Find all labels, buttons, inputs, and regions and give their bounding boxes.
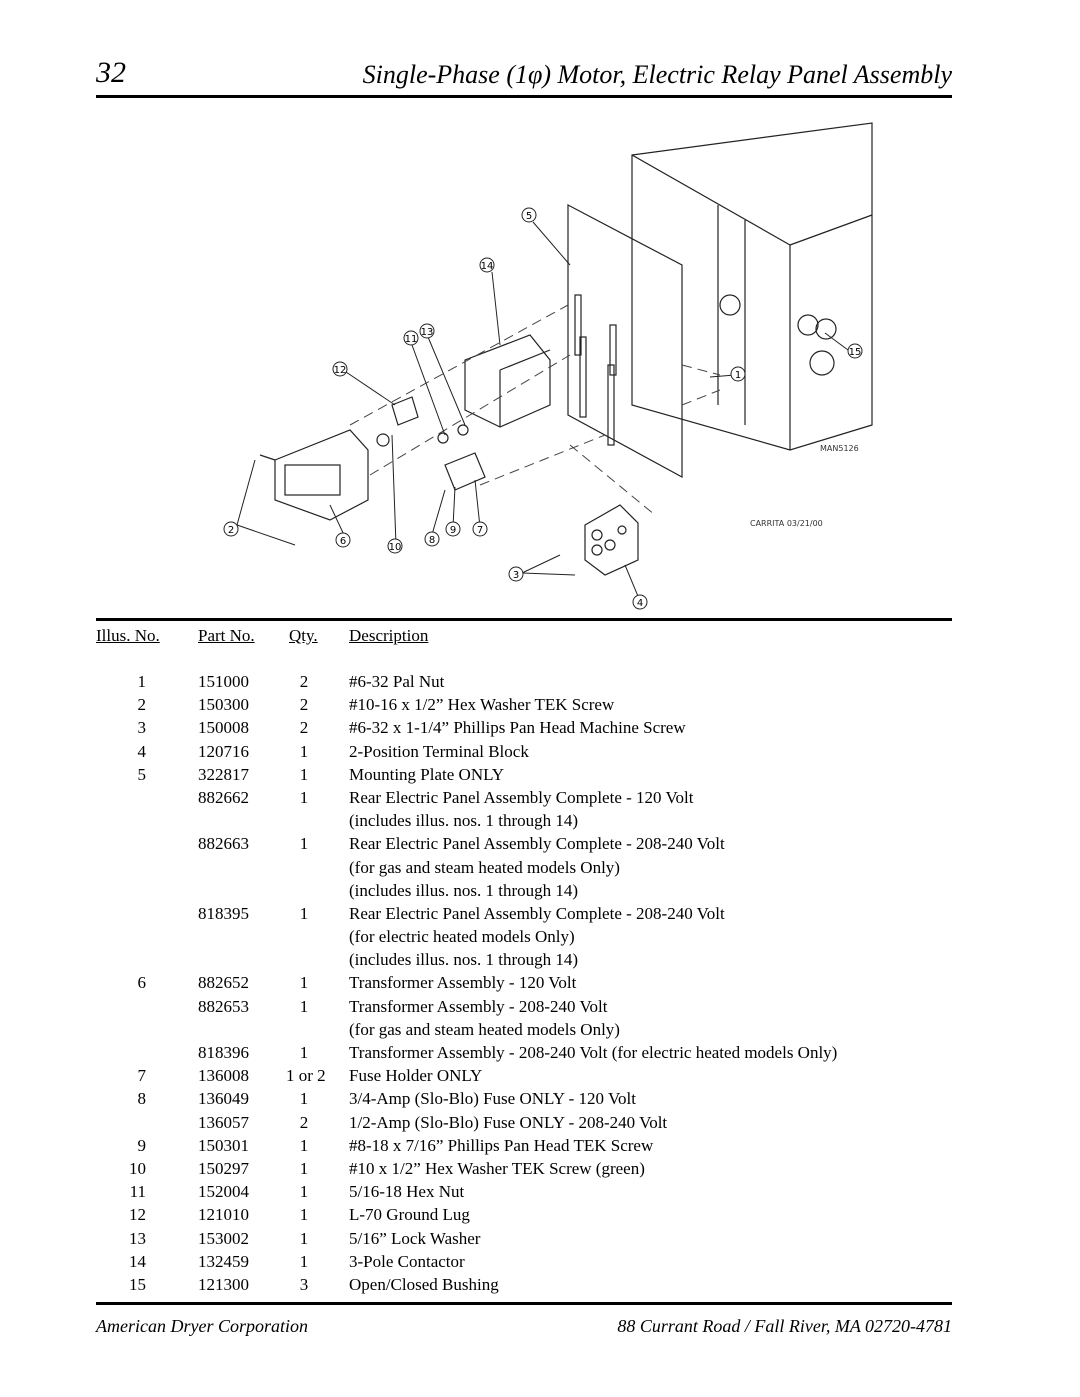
- ground-lug-part: [392, 397, 418, 425]
- cell-description: 3-Pole Contactor: [349, 1251, 465, 1271]
- cell-illus-no: 7: [137, 1066, 146, 1086]
- page-number: 32: [96, 56, 126, 89]
- table-row: [96, 973, 952, 996]
- cell-description: (includes illus. nos. 1 through 14): [349, 880, 579, 900]
- cell-illus-no: 15: [129, 1274, 146, 1294]
- callout-11-label: 11: [404, 334, 418, 345]
- cell-description: 5/16-18 Hex Nut: [349, 1182, 465, 1202]
- cell-illus-no: 2: [137, 695, 146, 715]
- table-row: [96, 1066, 952, 1089]
- enclosure-knockout-1: [720, 295, 740, 315]
- cell-illus-no: 5: [137, 764, 146, 784]
- callout-8-label: 8: [428, 535, 436, 546]
- cell-qty: 2: [299, 695, 309, 715]
- cell-description: (includes illus. nos. 1 through 14): [349, 811, 579, 831]
- header-rule: [96, 95, 952, 98]
- table-row: [96, 927, 952, 950]
- header-part-no: Part No.: [198, 626, 255, 645]
- cell-part-no: 152004: [198, 1182, 249, 1202]
- cell-qty: 1: [299, 1158, 309, 1178]
- callout-13: [420, 324, 434, 338]
- cell-description: Mounting Plate ONLY: [349, 764, 505, 784]
- cell-part-no: 121010: [198, 1205, 249, 1225]
- cell-description: #8-18 x 7/16” Phillips Pan Head TEK Screw: [349, 1135, 654, 1155]
- callout-7-label: 7: [476, 525, 484, 536]
- cell-description: 1/2-Amp (Slo-Blo) Fuse ONLY - 208-240 Volt: [349, 1112, 668, 1132]
- table-row: [96, 1205, 952, 1228]
- cell-description: Open/Closed Bushing: [349, 1274, 499, 1294]
- table-row: [96, 1136, 952, 1159]
- table-row: [96, 904, 952, 927]
- enclosure-knockout-2: [798, 315, 818, 335]
- cell-part-no: 151000: [198, 672, 249, 691]
- callout-6-label: 6: [339, 536, 347, 547]
- cell-part-no: 882653: [198, 996, 249, 1016]
- callout-7: [473, 522, 487, 536]
- cell-qty: 2: [299, 718, 309, 738]
- cell-description: Fuse Holder ONLY: [349, 1066, 483, 1086]
- callout-13-label: 13: [420, 327, 434, 338]
- callout-4: [633, 595, 647, 609]
- cell-part-no: 150297: [198, 1158, 249, 1178]
- bushing-part: [816, 319, 836, 339]
- table-row: [96, 788, 952, 811]
- cell-description: Rear Electric Panel Assembly Complete - 120 Volt: [349, 787, 694, 807]
- callout-2: [224, 522, 238, 536]
- callout-4-label: 4: [636, 598, 644, 609]
- cell-qty: 3: [299, 1274, 309, 1294]
- cell-qty: 1: [299, 1089, 309, 1109]
- table-row: [96, 672, 952, 695]
- contactor-part: [465, 335, 550, 427]
- cell-description: (for electric heated models Only): [349, 927, 575, 947]
- cell-description: (includes illus. nos. 1 through 14): [349, 950, 579, 970]
- table-row: [96, 1089, 952, 1112]
- cell-part-no: 882662: [198, 787, 249, 807]
- cell-part-no: 322817: [198, 764, 249, 784]
- drawing-code: MAN5126: [820, 444, 859, 453]
- cell-part-no: 121300: [198, 1274, 249, 1294]
- table-row: [96, 1275, 952, 1298]
- table-row: [96, 718, 952, 741]
- cell-part-no: 150301: [198, 1135, 249, 1155]
- cell-illus-no: 1: [137, 672, 146, 691]
- cell-part-no: 136049: [198, 1089, 249, 1109]
- page-header: [96, 56, 952, 96]
- table-row: [96, 1252, 952, 1275]
- callout-5-label: 5: [525, 211, 533, 222]
- cell-part-no: 136008: [198, 1066, 249, 1086]
- callout-14-label: 14: [480, 261, 494, 272]
- callout-3-label: 3: [512, 570, 520, 581]
- callout-5: [522, 208, 536, 222]
- table-row: [96, 811, 952, 834]
- cell-description: Transformer Assembly - 208-240 Volt (for electric heated models Only): [349, 1043, 838, 1062]
- cell-description: Rear Electric Panel Assembly Complete - 208-240 Volt: [349, 903, 725, 923]
- lock-washer-part: [458, 425, 468, 435]
- callout-14: [480, 258, 494, 272]
- cell-qty: 1: [299, 1228, 309, 1248]
- callout-9: [446, 522, 460, 536]
- callout-9-label: 9: [449, 525, 457, 536]
- drafter-stamp: CARRITA 03/21/00: [750, 519, 823, 528]
- callout-3: [509, 567, 523, 581]
- cell-description: Transformer Assembly - 208-240 Volt: [349, 996, 608, 1016]
- mounting-plate: [568, 205, 682, 477]
- cell-illus-no: 9: [137, 1135, 146, 1155]
- cell-description: 3/4-Amp (Slo-Blo) Fuse ONLY - 120 Volt: [349, 1089, 636, 1109]
- cell-qty: 1: [299, 834, 309, 854]
- parts-table-header: [96, 626, 952, 650]
- callout-10: [388, 539, 402, 553]
- cell-description: Transformer Assembly - 120 Volt: [349, 973, 577, 993]
- header-qty: Qty.: [289, 626, 318, 645]
- cell-part-no: 150008: [198, 718, 249, 738]
- cell-part-no: 818396: [198, 1043, 249, 1062]
- cell-part-no: 153002: [198, 1228, 249, 1248]
- transformer-part: [275, 430, 368, 520]
- table-row: [96, 1229, 952, 1252]
- cell-description: (for gas and steam heated models Only): [349, 1019, 620, 1039]
- table-row: [96, 950, 952, 973]
- cell-qty: 1: [299, 741, 309, 761]
- table-row: [96, 834, 952, 857]
- header-illus-no: Illus. No.: [96, 626, 160, 645]
- callout-12-label: 12: [333, 365, 347, 376]
- cell-illus-no: 12: [129, 1205, 146, 1225]
- cell-description: #10-16 x 1/2” Hex Washer TEK Screw: [349, 695, 615, 715]
- table-row: [96, 1159, 952, 1182]
- cell-qty: 1: [299, 973, 309, 993]
- hex-nut-part: [438, 433, 448, 443]
- cell-part-no: 132459: [198, 1251, 249, 1271]
- cell-description: Rear Electric Panel Assembly Complete - 208-240 Volt: [349, 834, 725, 854]
- cell-part-no: 136057: [198, 1112, 249, 1132]
- table-rule: [96, 618, 952, 621]
- cell-illus-no: 11: [129, 1182, 146, 1202]
- table-row: [96, 1113, 952, 1136]
- cell-qty: 1: [299, 996, 309, 1016]
- cell-illus-no: 8: [137, 1089, 146, 1109]
- table-row: [96, 1043, 952, 1066]
- cell-part-no: 818395: [198, 903, 249, 923]
- cell-qty: 1: [299, 1205, 309, 1225]
- cell-qty: 1: [299, 1251, 309, 1271]
- cell-description: 2-Position Terminal Block: [349, 741, 529, 761]
- cell-illus-no: 3: [137, 718, 146, 738]
- cell-part-no: 882652: [198, 973, 249, 993]
- enclosure-box: [632, 123, 872, 450]
- callout-1: [731, 367, 745, 381]
- cell-part-no: 882663: [198, 834, 249, 854]
- parts-table-body: [96, 672, 952, 1298]
- callout-2-label: 2: [227, 525, 235, 536]
- cell-description: #6-32 Pal Nut: [349, 672, 445, 691]
- cell-description: #10 x 1/2” Hex Washer TEK Screw (green): [349, 1158, 645, 1178]
- header-description: Description: [349, 626, 429, 645]
- callout-6: [336, 533, 350, 547]
- cell-qty: 1 or 2: [286, 1066, 326, 1086]
- table-row: [96, 742, 952, 765]
- callout-15-label: 15: [848, 347, 862, 358]
- callout-10-label: 10: [388, 542, 402, 553]
- footer-address: 88 Currant Road / Fall River, MA 02720-4781: [617, 1316, 952, 1336]
- cell-description: (for gas and steam heated models Only): [349, 857, 620, 877]
- table-row: [96, 997, 952, 1020]
- cell-description: #6-32 x 1-1/4” Phillips Pan Head Machine Screw: [349, 718, 686, 738]
- parts-table: [96, 626, 952, 1294]
- cell-qty: 2: [299, 1112, 309, 1132]
- callout-15: [848, 344, 862, 358]
- cell-illus-no: 6: [137, 973, 146, 993]
- callout-8: [425, 532, 439, 546]
- footer-company: American Dryer Corporation: [96, 1316, 308, 1336]
- table-row: [96, 858, 952, 881]
- cell-qty: 1: [299, 1135, 309, 1155]
- cell-description: 5/16” Lock Washer: [349, 1228, 481, 1248]
- cell-qty: 1: [299, 1182, 309, 1202]
- enclosure-knockout-3: [810, 351, 834, 375]
- cell-part-no: 120716: [198, 741, 249, 761]
- callout-11: [404, 331, 418, 345]
- cell-illus-no: 10: [129, 1158, 146, 1178]
- table-row: [96, 881, 952, 904]
- cell-qty: 1: [299, 1043, 309, 1062]
- page-title: Single-Phase (1φ) Motor, Electric Relay Panel Assembly: [362, 60, 952, 89]
- table-row: [96, 695, 952, 718]
- footer-rule: [96, 1302, 952, 1305]
- cell-qty: 2: [299, 672, 309, 691]
- callout-1-label: 1: [734, 370, 742, 381]
- cell-qty: 1: [299, 787, 309, 807]
- cell-illus-no: 13: [129, 1228, 146, 1248]
- cell-illus-no: 14: [129, 1251, 146, 1271]
- callout-12: [333, 362, 347, 376]
- cell-qty: 1: [299, 764, 309, 784]
- cell-description: L-70 Ground Lug: [349, 1205, 470, 1225]
- tek-screw-green-part: [377, 434, 389, 446]
- table-row: [96, 1182, 952, 1205]
- cell-qty: 1: [299, 903, 309, 923]
- table-row: [96, 1020, 952, 1043]
- table-row: [96, 765, 952, 788]
- cell-part-no: 150300: [198, 695, 249, 715]
- fuse-holder-part: [445, 453, 485, 490]
- exploded-view-diagram: [200, 105, 900, 615]
- cell-illus-no: 4: [137, 741, 146, 761]
